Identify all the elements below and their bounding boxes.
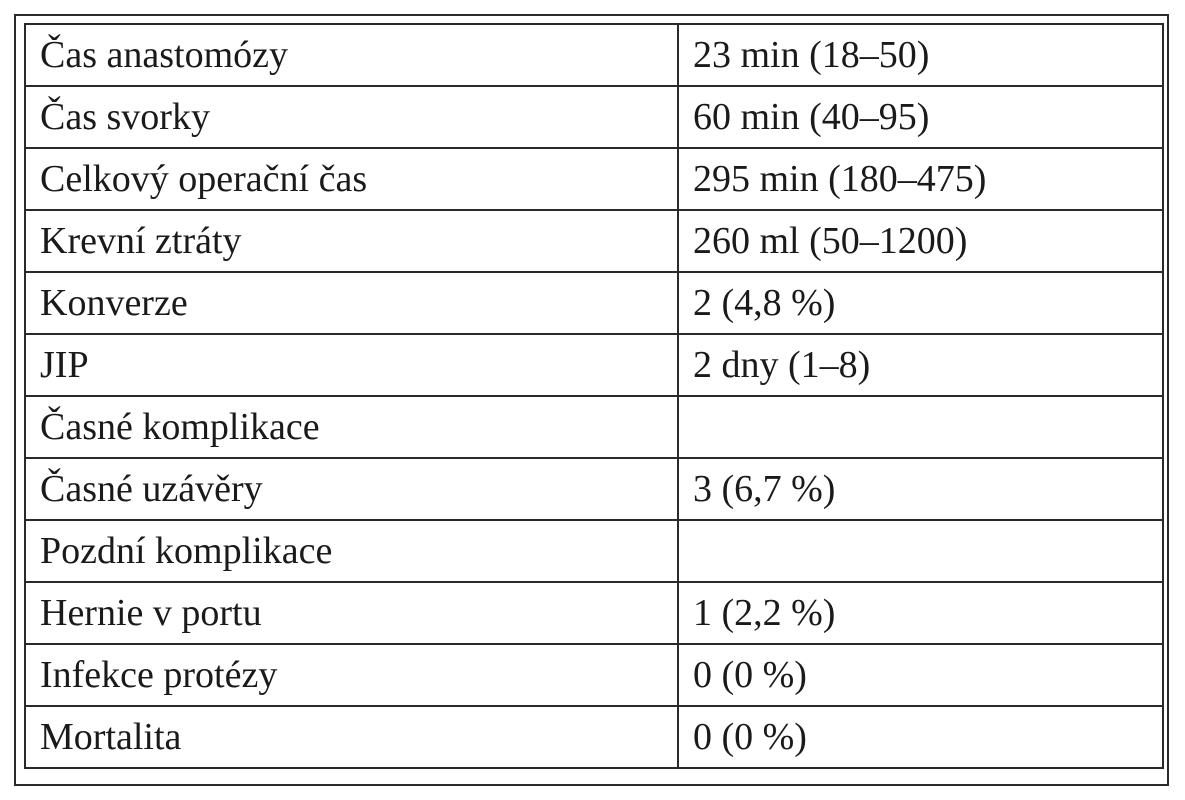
table-row	[25, 396, 1163, 458]
table-row	[25, 520, 1163, 582]
row-label: Celkový operační čas	[25, 148, 678, 210]
table-row	[25, 644, 1163, 706]
row-label: Hernie v portu	[25, 582, 678, 644]
row-value: 3 (6,7 %)	[678, 458, 1163, 520]
row-label: Časné komplikace	[25, 396, 678, 458]
row-label: JIP	[25, 334, 678, 396]
table-row	[25, 24, 1163, 86]
row-label: Časné uzávěry	[25, 458, 678, 520]
table-row	[25, 458, 1163, 520]
row-value: 2 (4,8 %)	[678, 272, 1163, 334]
row-label: Pozdní komplikace	[25, 520, 678, 582]
table-row	[25, 86, 1163, 148]
table-row	[25, 148, 1163, 210]
row-label: Čas svorky	[25, 86, 678, 148]
row-label: Čas anastomózy	[25, 24, 678, 86]
table-row	[25, 582, 1163, 644]
row-value: 0 (0 %)	[678, 706, 1163, 768]
row-label: Infekce protézy	[25, 644, 678, 706]
row-value	[678, 520, 1163, 582]
row-label: Mortalita	[25, 706, 678, 768]
row-label: Krevní ztráty	[25, 210, 678, 272]
results-table	[24, 23, 1164, 769]
row-value: 60 min (40–95)	[678, 86, 1163, 148]
table-row	[25, 334, 1163, 396]
row-value: 0 (0 %)	[678, 644, 1163, 706]
row-value	[678, 396, 1163, 458]
table-row	[25, 706, 1163, 768]
row-label: Konverze	[25, 272, 678, 334]
row-value: 295 min (180–475)	[678, 148, 1163, 210]
row-value: 1 (2,2 %)	[678, 582, 1163, 644]
table-row	[25, 210, 1163, 272]
row-value: 23 min (18–50)	[678, 24, 1163, 86]
table-row	[25, 272, 1163, 334]
row-value: 2 dny (1–8)	[678, 334, 1163, 396]
row-value: 260 ml (50–1200)	[678, 210, 1163, 272]
